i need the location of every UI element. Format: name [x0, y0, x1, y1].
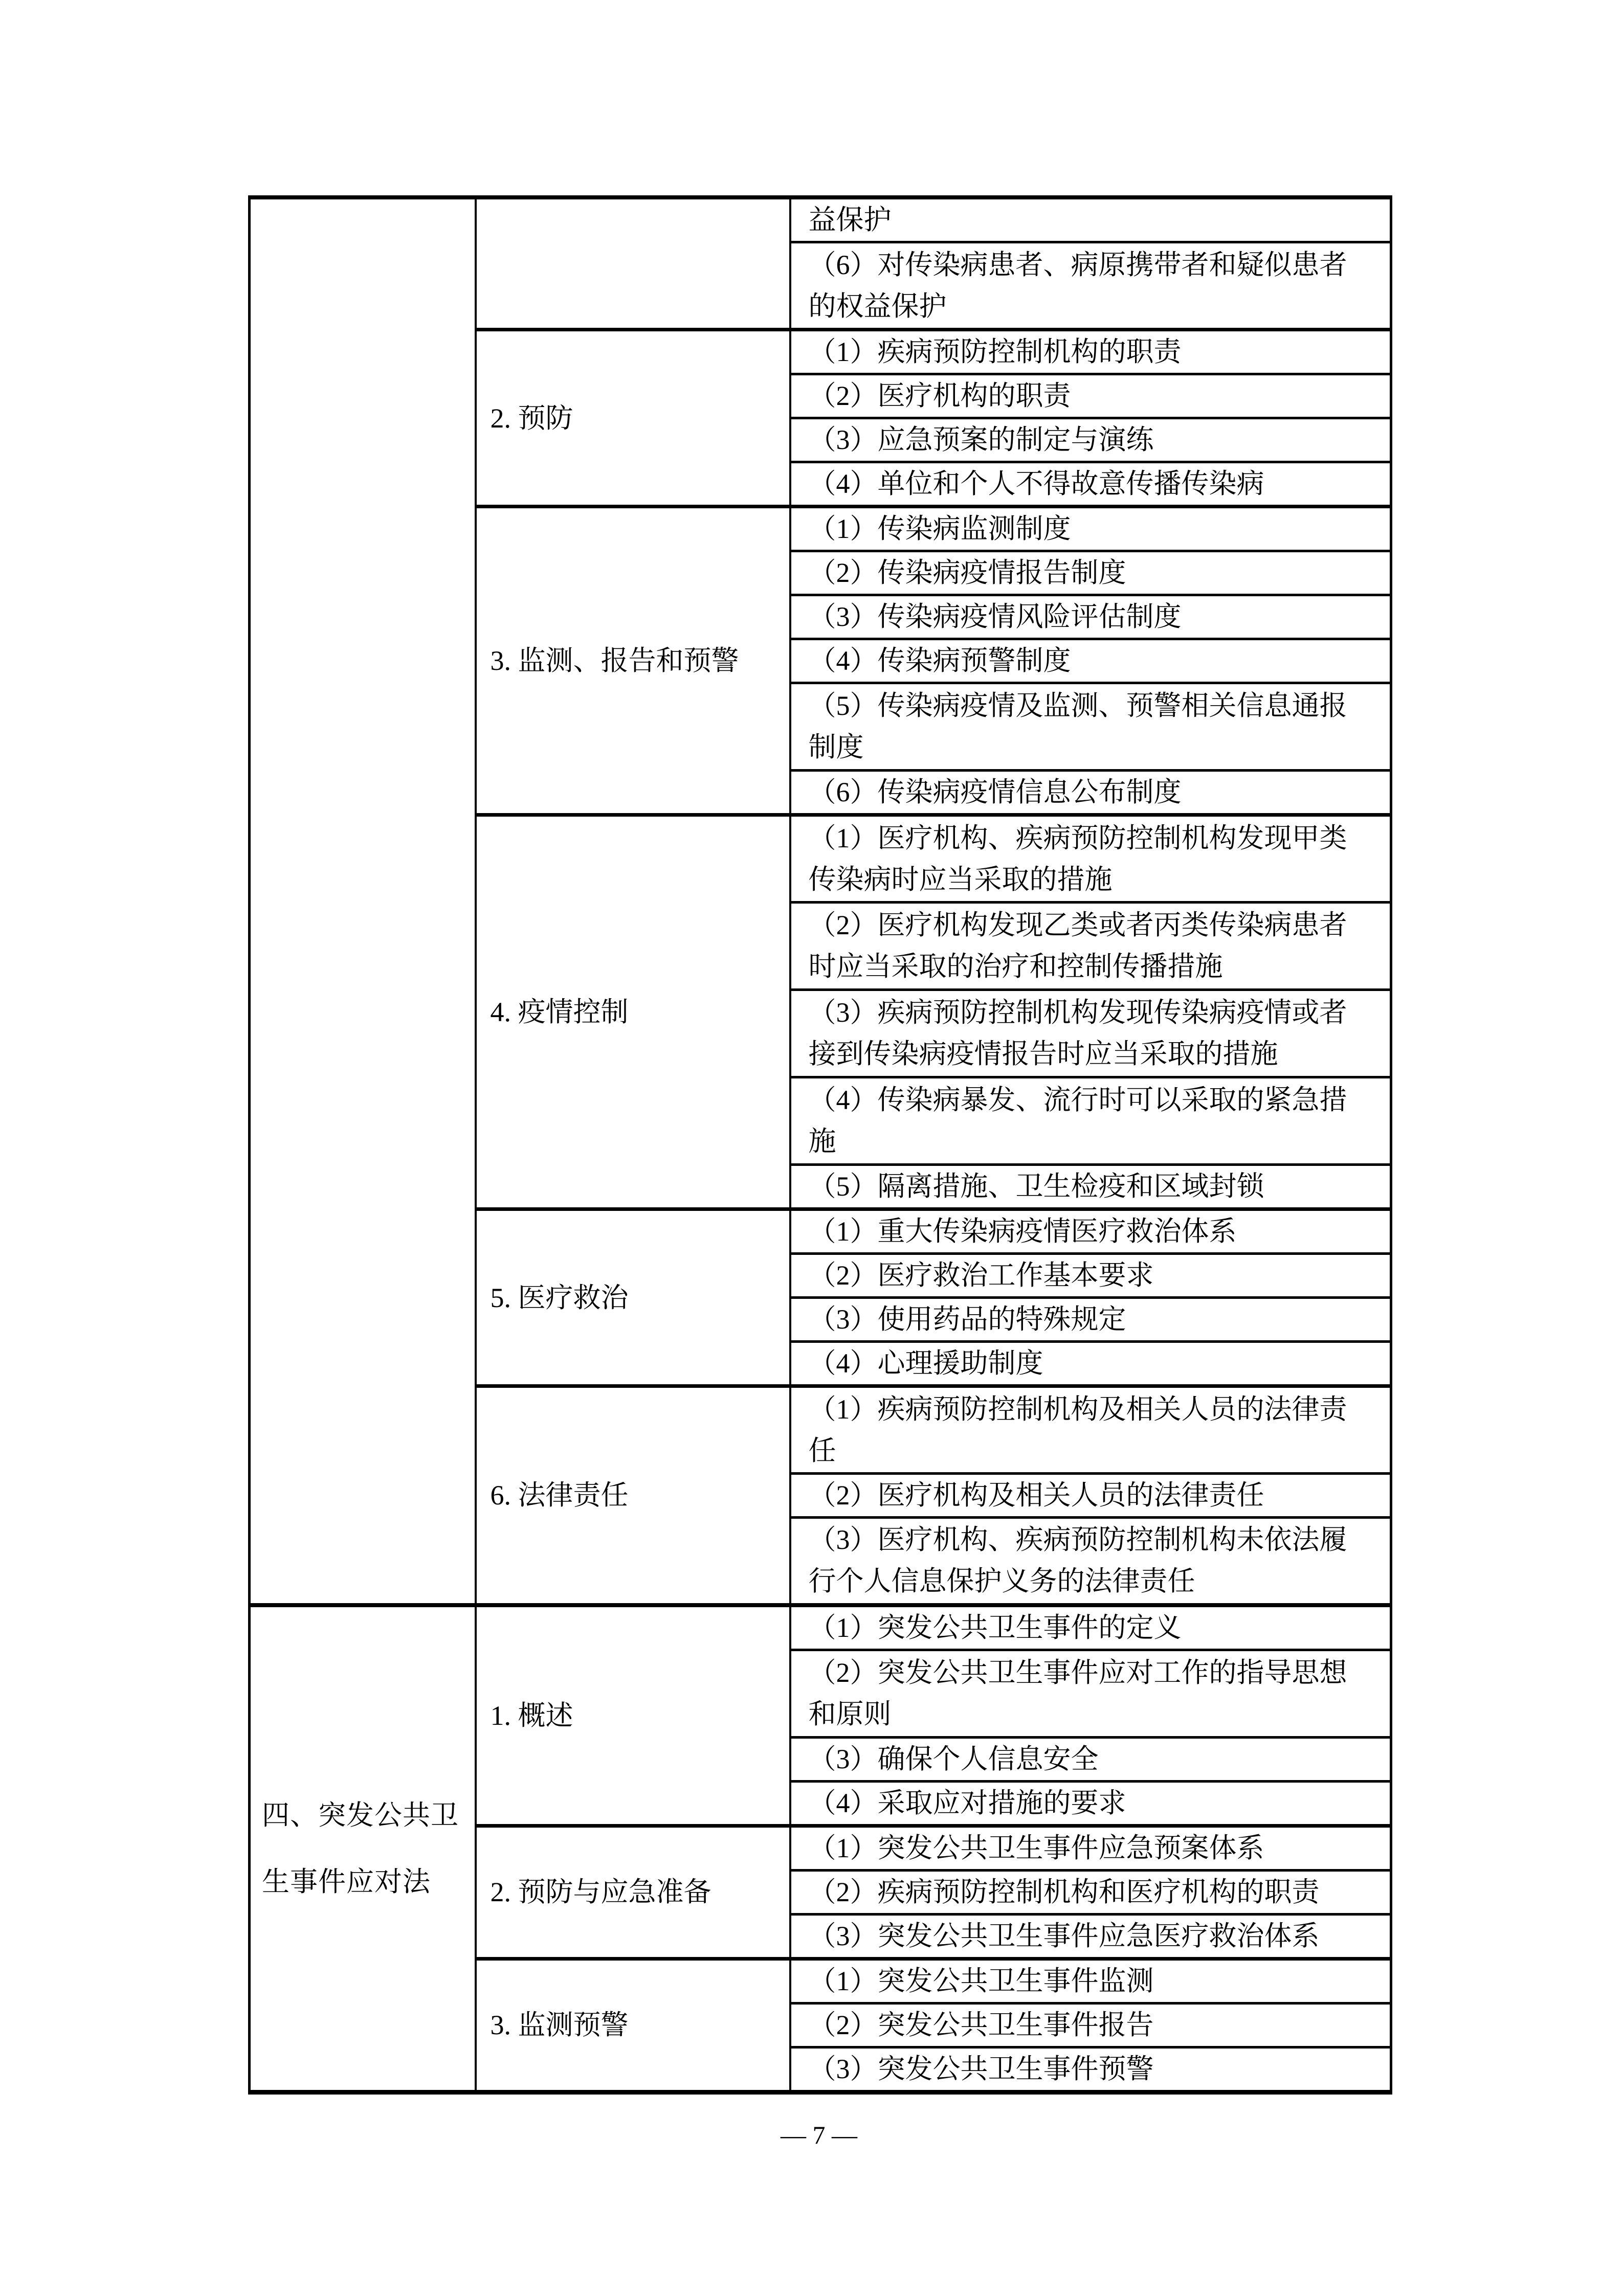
topic-cell: （4）采取应对措施的要求: [790, 1781, 1391, 1826]
syllabus-table: [248, 195, 1392, 2095]
topic-cell: （6）对传染病患者、病原携带者和疑似患者 的权益保护: [790, 242, 1391, 330]
chapter-cell: [476, 197, 790, 330]
topic-cell: （4）心理援助制度: [790, 1342, 1391, 1386]
topic-cell: （3）应急预案的制定与演练: [790, 418, 1391, 462]
topic-cell: （1）突发公共卫生事件应急预案体系: [790, 1826, 1391, 1870]
topic-cell: （4）传染病暴发、流行时可以采取的紧急措 施: [790, 1077, 1391, 1165]
page-number: — 7 —: [781, 2121, 857, 2149]
topic-cell: （4）单位和个人不得故意传播传染病: [790, 462, 1391, 507]
topic-cell: 益保护: [790, 197, 1391, 242]
section-cell: 四、突发公共卫 生事件应对法: [250, 1605, 476, 2092]
topic-cell: （2）疾病预防控制机构和医疗机构的职责: [790, 1870, 1391, 1914]
chapter-cell: 6. 法律责任: [476, 1386, 790, 1605]
topic-cell: （3）确保个人信息安全: [790, 1737, 1391, 1781]
topic-cell: （2）医疗机构的职责: [790, 374, 1391, 418]
topic-cell: （3）传染病疫情风险评估制度: [790, 595, 1391, 639]
chapter-cell: 2. 预防: [476, 330, 790, 507]
topic-cell: （4）传染病预警制度: [790, 639, 1391, 683]
topic-cell: （1）突发公共卫生事件监测: [790, 1959, 1391, 2003]
topic-cell: （5）传染病疫情及监测、预警相关信息通报 制度: [790, 683, 1391, 771]
topic-cell: （1）传染病监测制度: [790, 507, 1391, 551]
topic-cell: （3）使用药品的特殊规定: [790, 1298, 1391, 1342]
topic-cell: （2）突发公共卫生事件报告: [790, 2003, 1391, 2047]
section-cell-previous: [250, 197, 476, 1605]
chapter-cell: 2. 预防与应急准备: [476, 1826, 790, 1959]
topic-cell: （3）突发公共卫生事件预警: [790, 2047, 1391, 2092]
topic-cell: （3）医疗机构、疾病预防控制机构未依法履 行个人信息保护义务的法律责任: [790, 1518, 1391, 1605]
topic-cell: （1）疾病预防控制机构的职责: [790, 330, 1391, 374]
topic-cell: （3）突发公共卫生事件应急医疗救治体系: [790, 1914, 1391, 1959]
topic-cell: （2）医疗救治工作基本要求: [790, 1254, 1391, 1298]
chapter-cell: 5. 医疗救治: [476, 1209, 790, 1386]
chapter-cell: 3. 监测预警: [476, 1959, 790, 2092]
topic-cell: （6）传染病疫情信息公布制度: [790, 771, 1391, 815]
topic-cell: （1）疾病预防控制机构及相关人员的法律责 任: [790, 1386, 1391, 1474]
topic-cell: （2）传染病疫情报告制度: [790, 551, 1391, 595]
topic-cell: （1）医疗机构、疾病预防控制机构发现甲类 传染病时应当采取的措施: [790, 815, 1391, 903]
topic-cell: （2）医疗机构及相关人员的法律责任: [790, 1474, 1391, 1518]
topic-cell: （2）医疗机构发现乙类或者丙类传染病患者 时应当采取的治疗和控制传播措施: [790, 903, 1391, 990]
topic-cell: （5）隔离措施、卫生检疫和区域封锁: [790, 1165, 1391, 1209]
topic-cell: （1）突发公共卫生事件的定义: [790, 1605, 1391, 1650]
chapter-cell: 4. 疫情控制: [476, 815, 790, 1209]
chapter-cell: 1. 概述: [476, 1605, 790, 1826]
table-row: [250, 197, 1391, 242]
topic-cell: （3）疾病预防控制机构发现传染病疫情或者 接到传染病疫情报告时应当采取的措施: [790, 990, 1391, 1077]
table-row: [250, 1605, 1391, 1650]
topic-cell: （2）突发公共卫生事件应对工作的指导思想 和原则: [790, 1650, 1391, 1737]
chapter-cell: 3. 监测、报告和预警: [476, 507, 790, 815]
topic-cell: （1）重大传染病疫情医疗救治体系: [790, 1209, 1391, 1254]
